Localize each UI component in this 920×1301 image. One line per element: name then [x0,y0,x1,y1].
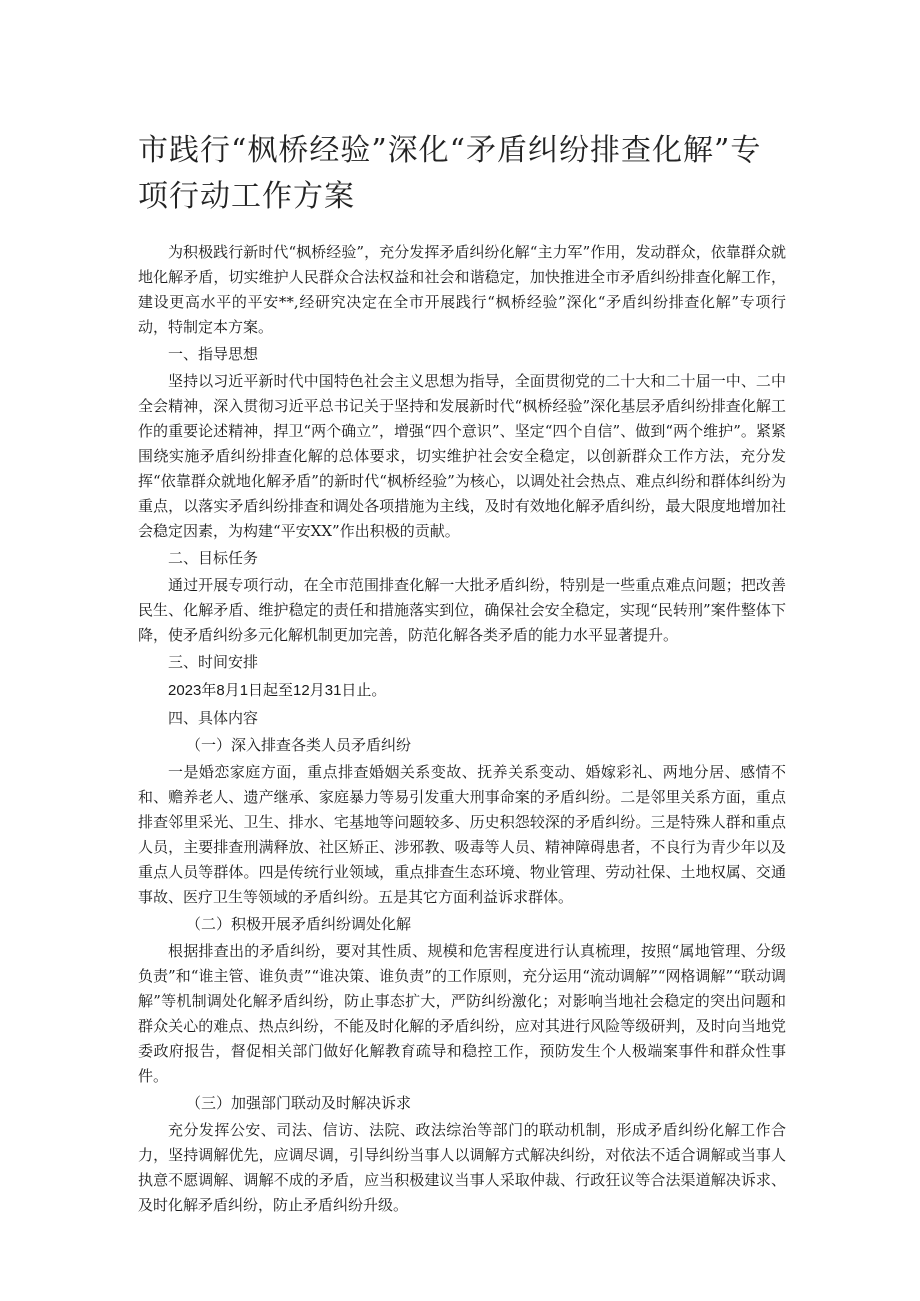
intro-paragraph: 为积极践行新时代“枫桥经验”，充分发挥矛盾纠纷化解“主力军”作用，发动群众，依靠群众就地化解矛盾，切实维护人民群众合法权益和社会和谐稳定，加快推进全市矛盾纠纷排查化解工作，建设更高水平的平安**,经研究决定在全市开展践行“枫桥经验”深化“矛盾纠纷排查化解”专项行动，特制定本方案。 [138,243,786,336]
subsection-body-mediation: 根据排查出的矛盾纠纷，要对其性质、规模和危害程度进行认真梳理，按照“属地管理、分级负责”和“谁主管、谁负责”“谁决策、谁负责”的工作原则，充分运用“流动调解”“网格调解”“联动调解”等机制调处化解矛盾纠纷，防止事态扩大，严防纠纷激化；对影响当地社会稳定的突出问题和群众关心的难点、热点纠纷，不能及时化解的矛盾纠纷，应对其进行风险等级研判，及时向当地党委政府报告，督促相关部门做好化解教育疏导和稳控工作，预防发生个人极端案事件和群众性事件。 [138,942,786,1085]
subsection-body-coordination: 充分发挥公安、司法、信访、法院、政法综治等部门的联动机制，形成矛盾纠纷化解工作合力，坚持调解优先，应调尽调，引导纠纷当事人以调解方式解决纠纷，对依法不适合调解或当事人执意不愿调解、调解不成的矛盾，应当积极建议当事人采取仲裁、行政狂议等合法渠道解决诉求、及时化解矛盾纠纷，防止矛盾纠纷升级。 [138,1121,786,1214]
section-heading-goals: 二、目标任务 [168,549,259,567]
subsection-body-investigation: 一是婚恋家庭方面，重点排查婚姻关系变故、抚养关系变动、婚嫁彩礼、两地分居、感情不和、赡养老人、遗产继承、家庭暴力等易引发重大刑事命案的矛盾纠纷。二是邻里关系方面，重点排查邻里采光、卫生、排水、宅基地等问题较多、历史积怨较深的矛盾纠纷。三是特殊人群和重点人员，主要排查刑满释放、社区矫正、涉邪教、吸毒等人员、精神障碍患者，不良行为青少年以及重点人员等群体。四是传统行业领域，重点排查生态环境、物业管理、劳动社保、土地权属、交通事故、医疗卫生等领域的矛盾纠纷。五是其它方面利益诉求群体。 [138,763,786,906]
document-title: 市践行“枫桥经验”深化“矛盾纠纷排查化解”专项行动工作方案 [138,133,762,214]
subsection-heading-coordination: （三）加强部门联动及时解决诉求 [186,1094,412,1112]
subsection-heading-mediation: （二）积极开展矛盾纠纷调处化解 [186,915,412,933]
section-body-goals: 通过开展专项行动，在全市范围排查化解一大批矛盾纠纷，特别是一些重点难点问题；把改善民生、化解矛盾、维护稳定的责任和措施落实到位，确保社会安全稳定，实现“民转刑”案件整体下降，使矛盾纠纷多元化解机制更加完善，防范化解各类矛盾的能力水平显著提升。 [138,576,786,644]
section-heading-schedule: 三、时间安排 [168,653,259,671]
section-heading-content: 四、具体内容 [168,709,259,727]
subsection-heading-investigation: （一）深入排查各类人员矛盾纠纷 [186,736,412,754]
document-body [138,240,786,1218]
document-page [138,128,786,1218]
section-body-guiding-ideology: 坚持以习近平新时代中国特色社会主义思想为指导，全面贯彻党的二十大和二十届一中、二中全会精神，深入贯彻习近平总书记关于坚持和发展新时代“枫桥经验”深化基层矛盾纠纷排查化解工作的重要论述精神，捍卫“两个确立”，增强“四个意识”、坚定“四个自信”、做到“两个维护”。紧紧围绕实施矛盾纠纷排查化解的总体要求，切实维护社会安全稳定，以创新群众工作方法，充分发挥“依靠群众就地化解矛盾”的新时代“枫桥经验”为核心，以调处社会热点、难点纠纷和群体纠纷为重点，以落实矛盾纠纷排查和调处各项措施为主线，及时有效地化解矛盾纠纷，最大限度地增加社会稳定因素，为构建“平安XX”作出积极的贡献。 [138,372,786,540]
section-body-schedule: 2023年8月1日起至12月31日止。 [168,682,387,699]
section-heading-guiding-ideology: 一、指导思想 [168,345,259,363]
